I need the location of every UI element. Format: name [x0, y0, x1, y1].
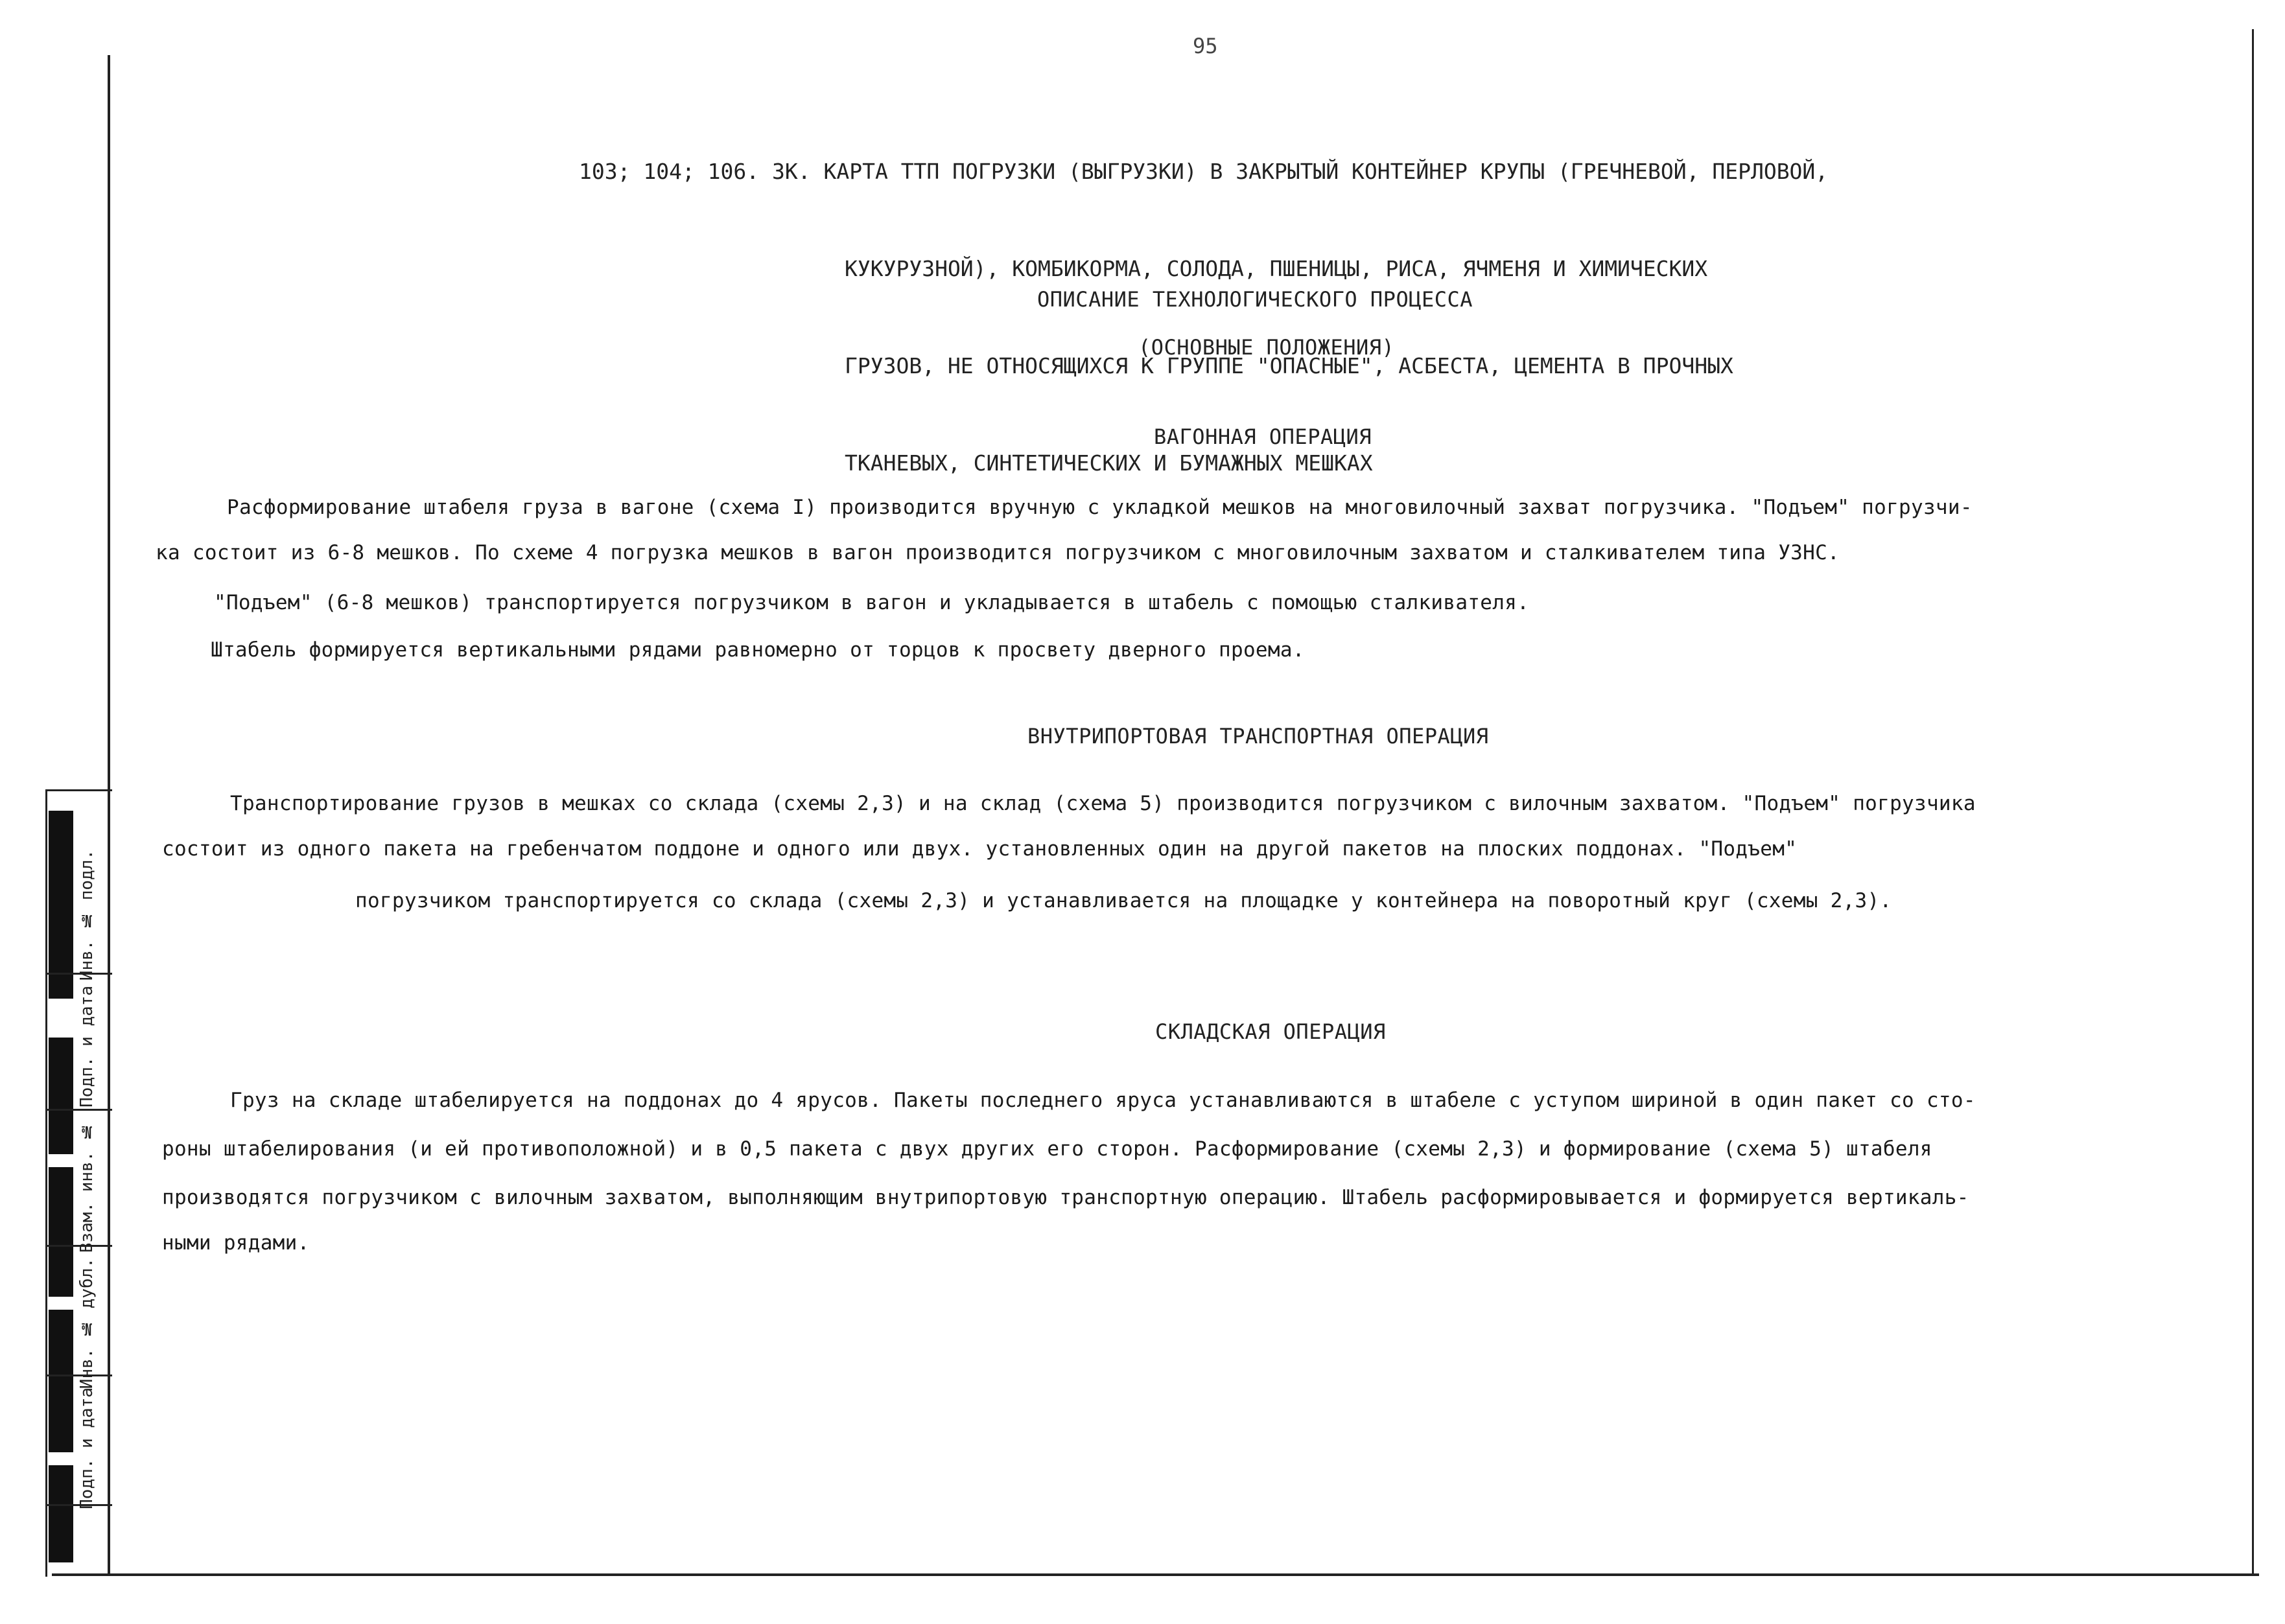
- stamp-bar: [49, 1310, 73, 1452]
- frame-right-line: [2252, 29, 2254, 1575]
- stamp-label: Инв. № дубл.: [77, 1258, 97, 1389]
- stamp-label: Подп. и дата: [77, 986, 97, 1108]
- section-heading-warehouse: СКЛАДСКАЯ ОПЕРАЦИЯ: [1155, 1019, 1386, 1044]
- frame-bottom-line: [52, 1573, 2259, 1576]
- title-line: 103; 104; 106. ЗК. КАРТА ТТП ПОГРУЗКИ (ВЫГРУЗКИ) В ЗАКРЫТЫЙ КОНТЕЙНЕР КРУПЫ (ГРЕЧНЕВОЙ, ПЕРЛОВОЙ,: [579, 159, 1829, 184]
- paragraph-line: ными рядами.: [162, 1231, 310, 1255]
- section-heading-wagon: ВАГОННАЯ ОПЕРАЦИЯ: [1154, 424, 1372, 449]
- paragraph-line: Груз на складе штабелируется на поддонах до 4 ярусов. Пакеты последнего яруса устанавливаются в штабеле с уступом шириной в один пакет со сто-: [230, 1089, 1976, 1112]
- stamp-bar: [49, 1038, 73, 1154]
- side-stamp: [45, 789, 112, 1577]
- title-line: ГРУЗОВ, НЕ ОТНОСЯЩИХСЯ К ГРУППЕ "ОПАСНЫЕ", АСБЕСТА, ЦЕМЕНТА В ПРОЧНЫХ: [845, 353, 1733, 378]
- heading-sub: (ОСНОВНЫЕ ПОЛОЖЕНИЯ): [1138, 335, 1395, 360]
- stamp-label: Взам. инв. №: [77, 1122, 97, 1253]
- stamp-bar: [49, 1465, 73, 1562]
- section-heading-port: ВНУТРИПОРТОВАЯ ТРАНСПОРТНАЯ ОПЕРАЦИЯ: [1027, 724, 1489, 748]
- paragraph-line: погрузчиком транспортируется со склада (схемы 2,3) и устанавливается на площадке у контейнера на поворотный круг (схемы 2,3).: [355, 889, 1892, 912]
- stamp-bar: [49, 811, 73, 999]
- paragraph-line: Штабель формируется вертикальными рядами равномерно от торцов к просвету дверного проема.: [211, 638, 1305, 662]
- paragraph-line: роны штабелирования (и ей противоположной) и в 0,5 пакета с двух других его сторон. Расформирование (схемы 2,3) и формирование (схема 5) штабеля: [162, 1137, 1932, 1161]
- stamp-cell-divider: [47, 1109, 112, 1111]
- stamp-bar: [49, 1167, 73, 1297]
- paragraph-line: Расформирование штабеля груза в вагоне (схема I) производится вручную с укладкой мешков на многовилочный захват погрузчика. "Подъем" погрузчи-: [227, 496, 1973, 519]
- title-line: ТКАНЕВЫХ, СИНТЕТИЧЕСКИХ И БУМАЖНЫХ МЕШКАХ: [845, 450, 1373, 476]
- document-title: [579, 91, 1828, 544]
- stamp-label: Подп. и дата: [77, 1387, 97, 1509]
- paragraph-line: "Подъем" (6-8 мешков) транспортируется погрузчиком в вагон и укладывается в штабель с помощью сталкивателя.: [214, 591, 1530, 614]
- page-number: 95: [1193, 34, 1218, 58]
- stamp-label: Инв. № подл.: [77, 850, 97, 981]
- heading-main: ОПИСАНИЕ ТЕХНОЛОГИЧЕСКОГО ПРОЦЕССА: [1037, 287, 1473, 312]
- title-line: КУКУРУЗНОЙ), КОМБИКОРМА, СОЛОДА, ПШЕНИЦЫ, РИСА, ЯЧМЕНЯ И ХИМИЧЕСКИХ: [845, 256, 1708, 281]
- paragraph-line: производятся погрузчиком с вилочным захватом, выполняющим внутрипортовую транспортную операцию. Штабель расформировывается и формируется вертикаль-: [162, 1186, 1969, 1209]
- paragraph-line: Транспортирование грузов в мешках со склада (схемы 2,3) и на склад (схема 5) производится погрузчиком с вилочным захватом. "Подъем" погрузчика: [230, 792, 1976, 815]
- paragraph-line: ка состоит из 6-8 мешков. По схеме 4 погрузка мешков в вагон производится погрузчиком с многовилочным захватом и сталкивателем типа УЗНС.: [156, 541, 1840, 564]
- paragraph-line: состоит из одного пакета на гребенчатом поддоне и одного или двух. установленных один на другой пакетов на плоских поддонах. "Подъем": [162, 837, 1798, 861]
